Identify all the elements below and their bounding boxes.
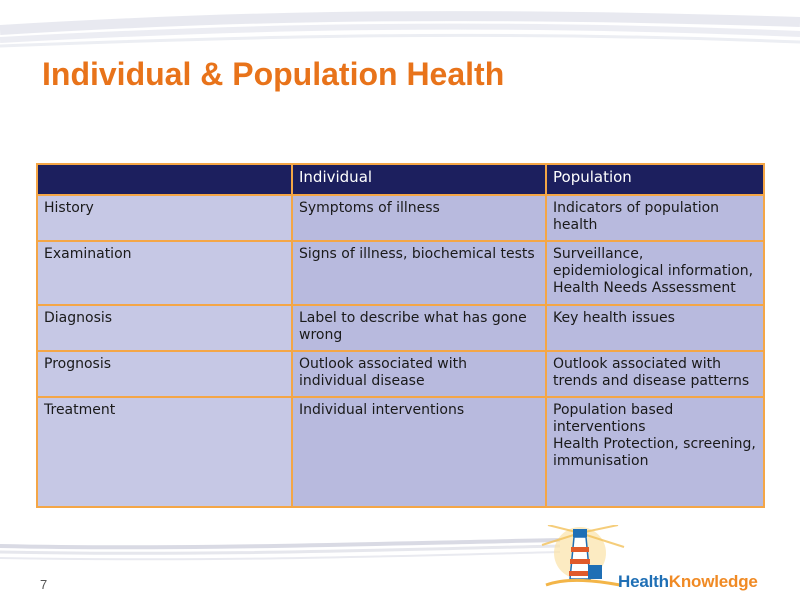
header-cell-population: Population <box>546 164 764 195</box>
table-header-row <box>37 164 764 195</box>
logo-text-part2: Knowledge <box>668 572 758 591</box>
row-label-treatment: Treatment <box>37 397 292 507</box>
header-cell-blank <box>37 164 292 195</box>
cell-individual: Individual interventions <box>292 397 546 507</box>
cell-population: Outlook associated with trends and disease patterns <box>546 351 764 397</box>
page-number: 7 <box>40 577 48 592</box>
table-row <box>37 241 764 305</box>
comparison-table <box>36 163 765 508</box>
cell-line: Health Protection, screening, immunisation <box>553 436 756 469</box>
logo-text-part1: Health <box>618 572 669 591</box>
row-label-examination: Examination <box>37 241 292 305</box>
cell-population: Key health issues <box>546 305 764 351</box>
row-label-history: History <box>37 195 292 241</box>
cell-line: Population based interventions <box>553 402 674 435</box>
table-row <box>37 351 764 397</box>
row-label-diagnosis: Diagnosis <box>37 305 292 351</box>
table-row <box>37 305 764 351</box>
cell-population <box>546 397 764 507</box>
cell-population: Indicators of population health <box>546 195 764 241</box>
slide-title: Individual & Population Health <box>42 56 505 92</box>
cell-individual: Label to describe what has gone wrong <box>292 305 546 351</box>
cell-individual: Outlook associated with individual disease <box>292 351 546 397</box>
cell-individual: Symptoms of illness <box>292 195 546 241</box>
cell-population: Surveillance, epidemiological information, Health Needs Assessment <box>546 241 764 305</box>
top-swoosh-decoration <box>0 0 800 60</box>
healthknowledge-logo-text <box>618 572 758 592</box>
table-row <box>37 195 764 241</box>
table-row <box>37 397 764 507</box>
row-label-prognosis: Prognosis <box>37 351 292 397</box>
header-cell-individual: Individual <box>292 164 546 195</box>
cell-individual: Signs of illness, biochemical tests <box>292 241 546 305</box>
